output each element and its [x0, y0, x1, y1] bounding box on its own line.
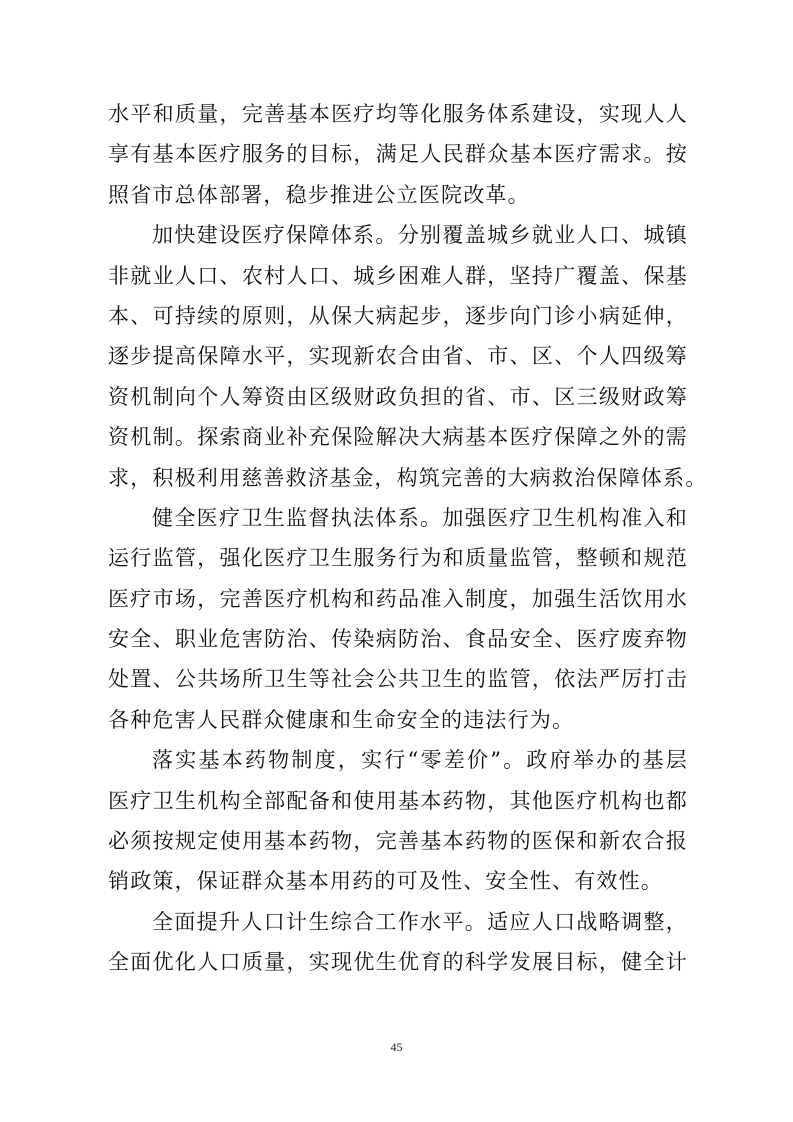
paragraph — [108, 498, 688, 740]
text-line: 医疗市场，完善医疗机构和药品准入制度，加强生活饮用水 — [108, 586, 688, 611]
text-line: 健全医疗卫生监督执法体系。加强医疗卫生机构准入和 — [152, 505, 688, 530]
text-line: 全面提升人口计生综合工作水平。适应人口战略调整， — [152, 909, 688, 934]
text-line: 处置、公共场所卫生等社会公共卫生的监管，依法严厉打击 — [108, 667, 688, 692]
text-line: 销政策，保证群众基本用药的可及性、安全性、有效性。 — [108, 869, 663, 894]
text-line: 求，积极利用慈善救济基金，构筑完善的大病救治保障体系。 — [108, 465, 708, 490]
text-line: 照省市总体部署，稳步推进公立医院改革。 — [108, 182, 530, 207]
text-line: 医疗卫生机构全部配备和使用基本药物，其他医疗机构也都 — [108, 788, 688, 813]
text-line: 落实基本药物制度，实行“零差价”。政府举办的基层 — [152, 748, 688, 773]
paragraph — [108, 215, 708, 498]
text-line: 资机制。探索商业补充保险解决大病基本医疗保障之外的需 — [108, 425, 688, 450]
text-line: 全面优化人口质量，实现优生优育的科学发展目标，健全计 — [108, 950, 688, 975]
text-line: 逐步提高保障水平，实现新农合由省、市、区、个人四级筹 — [108, 344, 688, 369]
paragraph — [108, 902, 688, 983]
text-line: 安全、职业危害防治、传染病防治、食品安全、医疗废弃物 — [108, 627, 688, 652]
text-line: 资机制向个人筹资由区级财政负担的省、市、区三级财政筹 — [108, 384, 688, 409]
paragraph — [108, 740, 688, 902]
text-line: 非就业人口、农村人口、城乡困难人群，坚持广覆盖、保基 — [108, 263, 688, 288]
paragraph — [108, 94, 688, 215]
text-line: 运行监管，强化医疗卫生服务行为和质量监管，整顿和规范 — [108, 546, 688, 571]
text-line: 本、可持续的原则，从保大病起步，逐步向门诊小病延伸， — [108, 303, 688, 328]
text-line: 享有基本医疗服务的目标，满足人民群众基本医疗需求。按 — [108, 142, 688, 167]
text-line: 必须按规定使用基本药物，完善基本药物的医保和新农合报 — [108, 829, 688, 854]
body-text — [108, 94, 708, 983]
text-line: 水平和质量，完善基本医疗均等化服务体系建设，实现人人 — [108, 102, 688, 126]
page-number: 45 — [390, 1040, 403, 1054]
text-line: 各种危害人民群众健康和生命安全的违法行为。 — [108, 707, 575, 732]
text-line: 加快建设医疗保障体系。分别覆盖城乡就业人口、城镇 — [152, 223, 688, 248]
